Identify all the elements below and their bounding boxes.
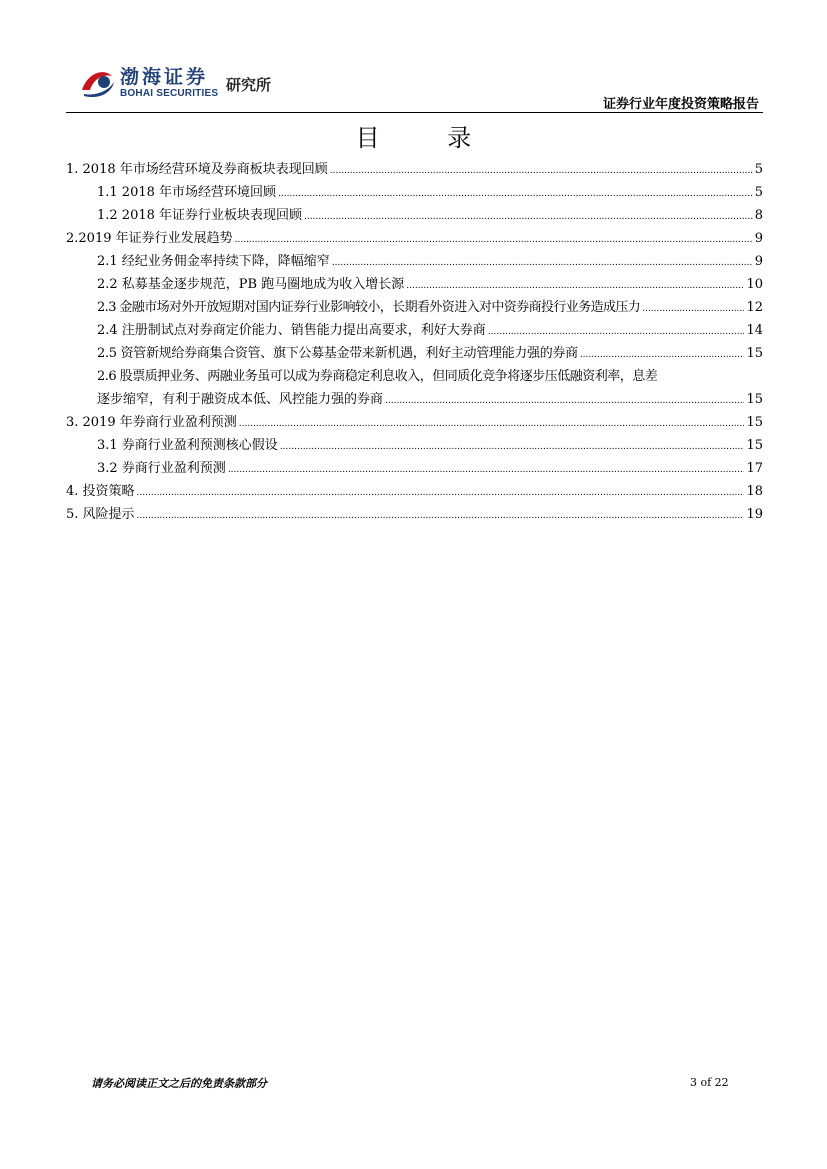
toc-entry-page: 5 xyxy=(754,162,763,177)
toc-entry-page: 19 xyxy=(746,507,763,522)
toc-entry-label: 2.3 金融市场对外开放短期对国内证券行业影响较小，长期看外资进入对中资券商投行业务造成压力 xyxy=(97,300,641,315)
toc-entry[interactable] xyxy=(66,480,763,503)
toc-entry[interactable] xyxy=(66,273,763,296)
disclaimer-note: 请务必阅读正文之后的免责条款部分 xyxy=(91,1077,267,1090)
toc-entry-label-continued: 逐步缩窄，有利于融资成本低、风控能力强的券商 xyxy=(97,392,384,407)
toc-entry-label: 5. 风险提示 xyxy=(66,507,135,522)
toc-leader xyxy=(642,300,744,315)
toc-entry-label: 2.6 股票质押业务、两融业务虽可以成为券商稳定利息收入，但同质化竞争将逐步压低融资利率，息差 xyxy=(97,369,658,384)
toc-leader xyxy=(332,254,753,269)
toc-entry-label: 1. 2018 年市场经营环境及券商板块表现回顾 xyxy=(66,162,328,177)
toc-entry[interactable] xyxy=(66,434,763,457)
department-label: 研究所 xyxy=(226,76,272,94)
toc-leader xyxy=(304,208,753,223)
table-of-contents xyxy=(66,158,763,526)
toc-entry-label: 1.2 2018 年证券行业板块表现回顾 xyxy=(97,208,303,223)
report-title: 证券行业年度投资策略报告 xyxy=(602,97,759,112)
toc-leader xyxy=(235,231,753,246)
brand-name-en: BOHAI SECURITIES xyxy=(120,88,219,99)
toc-leader xyxy=(137,484,745,499)
toc-leader xyxy=(488,323,745,338)
toc-leader xyxy=(239,415,745,430)
toc-leader xyxy=(385,392,744,407)
toc-entry[interactable] xyxy=(66,158,763,181)
toc-entry-page: 15 xyxy=(746,392,763,407)
bohai-logo-icon xyxy=(78,62,118,102)
toc-leader xyxy=(580,346,745,361)
toc-entry-label: 2.4 注册制试点对券商定价能力、销售能力提出高要求，利好大券商 xyxy=(97,323,486,338)
toc-entry-label: 4. 投资策略 xyxy=(66,484,135,499)
page-header xyxy=(66,58,763,114)
toc-leader xyxy=(330,162,753,177)
toc-entry-label: 2.2019 年证券行业发展趋势 xyxy=(66,231,233,246)
toc-entry-label: 2.1 经纪业务佣金率持续下降，降幅缩窄 xyxy=(97,254,330,269)
toc-leader xyxy=(278,185,753,200)
toc-leader xyxy=(228,461,745,476)
toc-entry[interactable] xyxy=(66,411,763,434)
toc-entry-page: 12 xyxy=(746,300,763,315)
toc-entry-page: 15 xyxy=(746,415,763,430)
toc-entry[interactable] xyxy=(66,227,763,250)
toc-entry-page: 18 xyxy=(746,484,763,499)
toc-entry-page: 9 xyxy=(754,231,763,246)
toc-entry[interactable] xyxy=(66,181,763,204)
toc-entry[interactable] xyxy=(66,204,763,227)
toc-entry-label: 3. 2019 年券商行业盈利预测 xyxy=(66,415,237,430)
toc-entry-page: 14 xyxy=(746,323,763,338)
toc-leader xyxy=(406,277,744,292)
toc-entry-label: 2.5 资管新规给券商集合资管、旗下公募基金带来新机遇，利好主动管理能力强的券商 xyxy=(97,346,578,361)
toc-entry[interactable] xyxy=(66,319,763,342)
toc-entry-page: 15 xyxy=(746,346,763,361)
toc-entry[interactable] xyxy=(66,250,763,273)
toc-entry-page: 10 xyxy=(746,277,763,292)
header-divider xyxy=(66,112,763,113)
toc-entry-page: 9 xyxy=(754,254,763,269)
toc-leader xyxy=(280,438,745,453)
toc-entry-page: 15 xyxy=(746,438,763,453)
toc-entry-page: 8 xyxy=(754,208,763,223)
toc-entry-label: 1.1 2018 年市场经营环境回顾 xyxy=(97,185,277,200)
toc-entry-label: 3.2 券商行业盈利预测 xyxy=(97,461,226,476)
toc-leader xyxy=(137,507,745,522)
toc-entry[interactable] xyxy=(66,296,763,319)
brand-name-cn: 渤海证券 xyxy=(120,66,209,88)
toc-entry[interactable] xyxy=(66,457,763,480)
toc-entry[interactable] xyxy=(66,342,763,365)
toc-entry-page: 17 xyxy=(746,461,763,476)
toc-entry-label: 2.2 私募基金逐步规范，PB 跑马圈地成为收入增长源 xyxy=(97,277,405,292)
toc-entry[interactable] xyxy=(66,503,763,526)
toc-entry-label: 3.1 券商行业盈利预测核心假设 xyxy=(97,438,278,453)
toc-title: 目 录 xyxy=(355,124,502,152)
page-number: 3 of 22 xyxy=(690,1076,729,1089)
toc-entry-page: 5 xyxy=(754,185,763,200)
toc-entry[interactable] xyxy=(66,365,763,411)
